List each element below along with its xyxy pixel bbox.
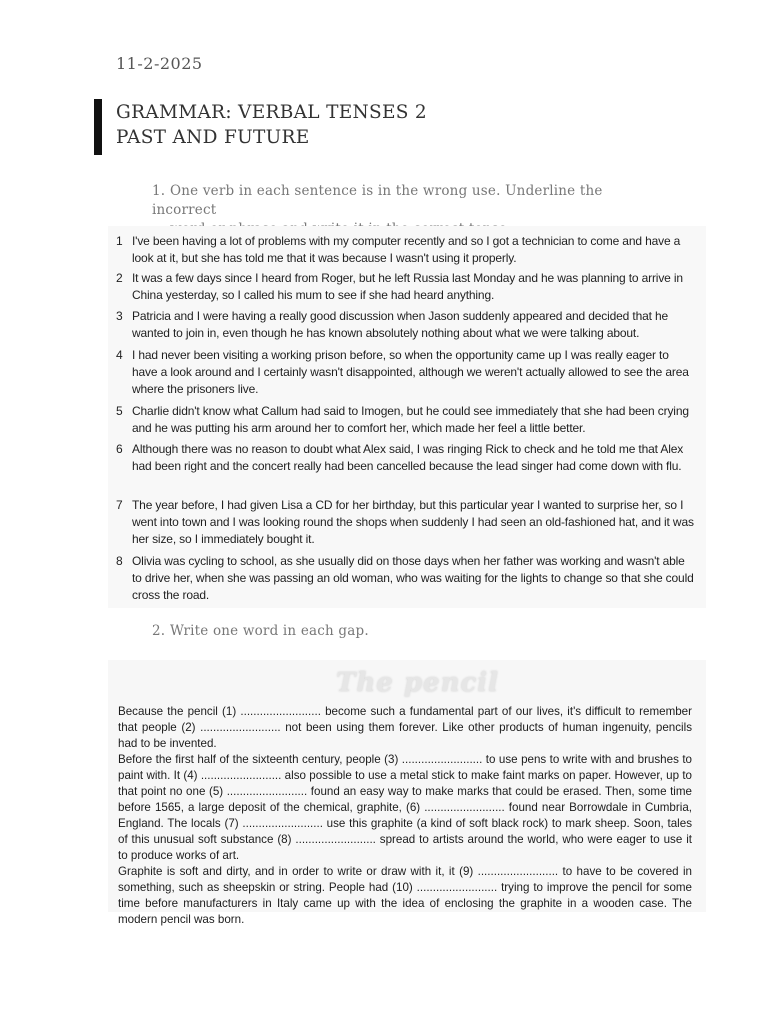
exercise-item-3 xyxy=(116,308,696,342)
item-number: 2 xyxy=(116,271,123,285)
exercise-item-4 xyxy=(116,347,696,398)
section2-number: 2. xyxy=(152,623,166,639)
item-number: 5 xyxy=(116,404,123,418)
item-text: Although there was no reason to doubt what Alex said, I was ringing Rick to check and he told me that Alex had been right and the concert really had been cancelled because the lead singer had come down with flu. xyxy=(132,442,684,473)
item-text: I had never been visiting a working prison before, so when the opportunity came up I was really eager to have a look around and I certainly wasn't disappointed, although we weren't actually allowed to see the area where the prisoners live. xyxy=(132,348,689,396)
exercise-item-8 xyxy=(116,553,696,604)
item-text: I've been having a lot of problems with my computer recently and so I got a technician to come and have a look at it, but she has told me that it was because I wasn't using it properly. xyxy=(132,234,681,265)
passage-paragraph-1: Because the pencil (1) ......................... become such a fundamental part of our lives, it's difficult to remember that people (2) ......................... not been using them forever. Like other products of human ingenuity, pencils had to be invented. xyxy=(118,705,692,750)
item-text: The year before, I had given Lisa a CD for her birthday, but this particular year I wanted to surprise her, so I went into town and I was looking round the shops when suddenly I had seen an old-fashioned hat, and it was her size, so I immediately bought it. xyxy=(132,498,694,546)
section2-instruction xyxy=(152,622,369,641)
item-number: 1 xyxy=(116,234,123,248)
item-text: It was a few days since I heard from Roger, but he left Russia last Monday and he was planning to arrive in China yesterday, so I called his mum to see if she had heard anything. xyxy=(132,271,683,302)
item-number: 6 xyxy=(116,442,123,456)
item-number: 8 xyxy=(116,554,123,568)
date: 11-2-2025 xyxy=(116,54,203,73)
item-number: 4 xyxy=(116,348,123,362)
title-accent-bar xyxy=(94,99,102,155)
item-number: 7 xyxy=(116,498,123,512)
section1-number: 1. xyxy=(152,183,166,199)
passage-paragraph-3: Graphite is soft and dirty, and in order to write or draw with it, it (9) ......................... to have to be covered in something, such as sheepskin or string. People had (10) ......................... trying to improve the pencil for some time before manufacturers in Italy came up with the idea of enclosing the graphite in a wooden case. The modern pencil was born. xyxy=(118,865,692,926)
exercise-item-5 xyxy=(116,403,696,437)
item-number: 3 xyxy=(116,309,123,323)
title-line-1: GRAMMAR: VERBAL TENSES 2 xyxy=(116,102,428,123)
exercise-item-1 xyxy=(116,233,696,267)
passage-paragraph-2: Before the first half of the sixteenth century, people (3) ......................... to use pens to write with and brushes to paint with. It (4) ......................... also possible to use a metal stick to make faint marks on paper. However, up to that point no one (5) ......................... found an easy way to make marks that could be erased. Then, some time before 1565, a large deposit of the chemical, graphite, (6) ......................... found near Borrowdale in Cumbria, England. The locals (7) ......................... use this graphite (a kind of soft black rock) to mark sheep. Soon, tales of this unusual soft substance (8) ......................... spread to artists around the world, who were eager to use it to produce works of art. xyxy=(118,753,692,862)
page-title xyxy=(116,100,427,150)
exercise-item-6 xyxy=(116,441,696,475)
item-text: Olivia was cycling to school, as she usually did on those days when her father was working and wasn't able to drive her, when she was passing an old woman, who was waiting for the lights to change so that she could cross the road. xyxy=(132,554,694,602)
exercise-item-7 xyxy=(116,497,696,548)
exercise-item-2 xyxy=(116,270,696,304)
section1-instruction-line1: One verb in each sentence is in the wrong use. Underline the incorrect xyxy=(152,183,603,218)
item-text: Patricia and I were having a really good discussion when Jason suddenly appeared and decided that he wanted to join in, even though he has known absolutely nothing about what we were talking about. xyxy=(132,309,669,340)
item-text: Charlie didn't know what Callum had said to Imogen, but he could see immediately that she had been crying and he was putting his arm around her to comfort her, which made her feel a little better. xyxy=(132,404,689,435)
section2-instruction-text: Write one word in each gap. xyxy=(170,623,369,639)
passage-title: The pencil xyxy=(336,668,500,698)
title-line-2: PAST AND FUTURE xyxy=(116,127,310,148)
cloze-passage xyxy=(118,704,692,928)
